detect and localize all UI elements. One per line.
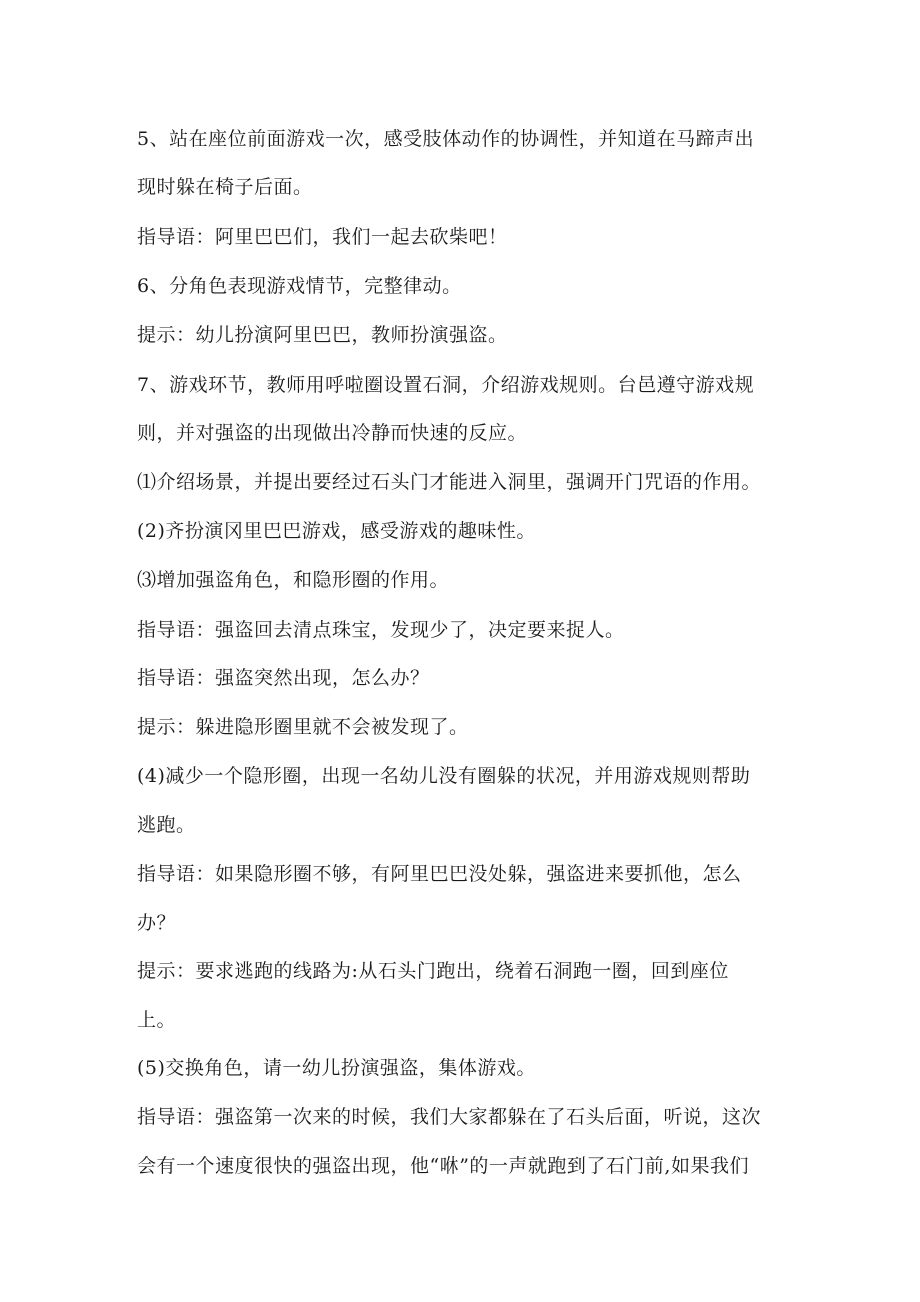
text-line: 现时躲在椅子后面。: [137, 176, 313, 198]
text-line: 提示：躲进隐形圈里就不会被发现了。: [137, 716, 469, 738]
text-line: 6、分角色表现游戏情节，完整律动。: [137, 275, 462, 297]
text-line: 则，并对强盗的出现做出冷静而快速的反应。: [137, 422, 528, 444]
text-line: 5、站在座位前面游戏一次，感受肢体动作的协调性，并知道在马蹄声出: [137, 128, 755, 150]
text-line: 提示：幼儿扮演阿里巴巴，教师扮演强盗。: [137, 324, 508, 346]
text-line: 上。: [137, 1009, 177, 1031]
text-line: (5)交换角色，请一幼儿扮演强盗，集体游戏。: [137, 1057, 536, 1079]
text-line: 办？: [137, 912, 177, 934]
text-line: ⑶增加强盗角色，和隐形圈的作用。: [137, 569, 450, 591]
text-line: 指导语：强盗第一次来的时候，我们大家都躲在了石头后面，听说，这次: [137, 1106, 762, 1128]
text-line: ⑴介绍场景，并提出要经过石头门才能进入洞里，强调开门咒语的作用。: [137, 471, 762, 493]
text-line: 7、游戏环节，教师用呼啦圈设置石洞，介绍游戏规则。台邑遵守游戏规: [137, 374, 755, 396]
text-line: 逃跑。: [137, 814, 196, 836]
text-line: 指导语：强盗突然出现，怎么办？: [137, 667, 430, 689]
text-line: (4)减少一个隐形圈，出现一名幼儿没有圈躲的状况，并用游戏规则帮助: [137, 765, 751, 787]
text-line: 指导语：强盗回去清点珠宝，发现少了，决定要来捉人。: [137, 619, 625, 641]
text-line: 提示：要求逃跑的线路为:从石头门跑出，绕着石洞跑一圈，回到座位: [137, 960, 729, 982]
text-line: 指导语：阿里巴巴们，我们一起去砍柴吧！: [137, 226, 508, 248]
text-line: (2)齐扮演冈里巴巴游戏，感受游戏的趣味性。: [137, 520, 536, 542]
text-line: 指导语：如果隐形圈不够，有阿里巴巴没处躲，强盗进来要抓他，怎么: [137, 863, 742, 885]
text-line: 会有一个速度很快的强盗出现，他“咻”的一声就跑到了石门前,如果我们: [137, 1155, 749, 1177]
